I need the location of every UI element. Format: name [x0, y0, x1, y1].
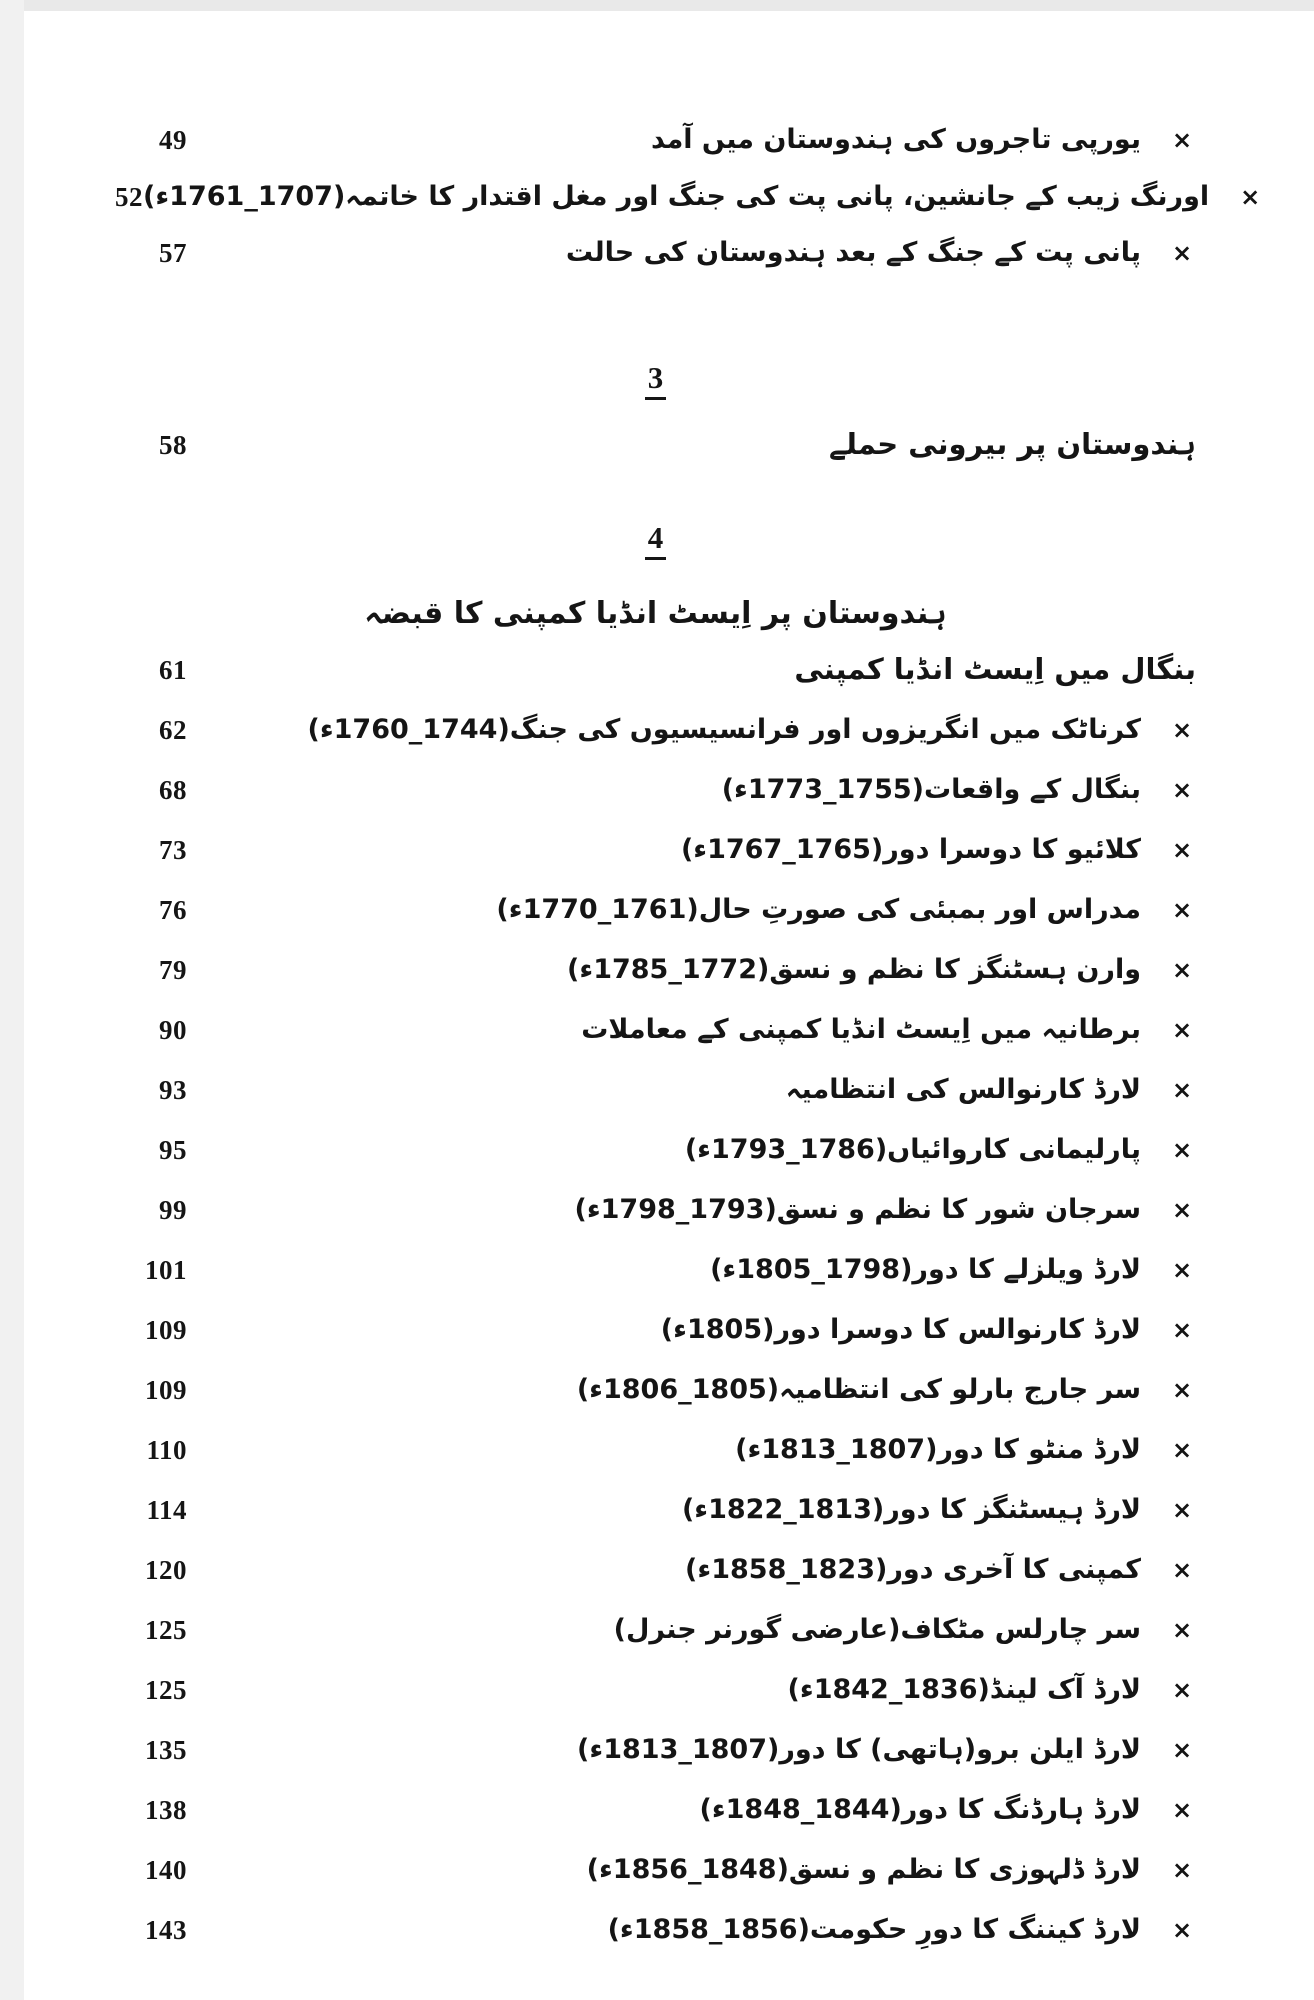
chapter-title: ہندوستان پر بیرونی حملے: [828, 427, 1196, 462]
entry: [699, 1794, 1196, 1825]
page-number: 125: [145, 1614, 187, 1645]
entry-title: لارڈ کارنوالس کا دوسرا دور(1805ء): [660, 1314, 1141, 1346]
cross-bullet-icon: ×: [1171, 1255, 1193, 1284]
toc-row: [115, 417, 1196, 473]
cross-bullet-icon: ×: [1171, 1075, 1193, 1104]
page-number: 125: [145, 1674, 187, 1705]
toc-row: [115, 1422, 1196, 1478]
page-number: 120: [145, 1554, 187, 1585]
entry: [685, 1554, 1196, 1585]
entry: [651, 124, 1196, 155]
entry: [786, 1074, 1196, 1105]
section-3-header: [115, 355, 1196, 405]
toc-row: [115, 225, 1196, 281]
toc-row: [115, 1662, 1196, 1718]
toc-row: [115, 1182, 1196, 1238]
entry-title: مدراس اور بمبئی کی صورتِ حال(1761_1770ء): [496, 894, 1141, 926]
page-number: 109: [145, 1314, 187, 1345]
cross-bullet-icon: ×: [1240, 182, 1261, 211]
cross-bullet-icon: ×: [1171, 125, 1193, 154]
entry-title: لارڈ آک لینڈ(1836_1842ء): [787, 1674, 1141, 1706]
cross-bullet-icon: ×: [1171, 1315, 1193, 1344]
entry: [496, 894, 1196, 925]
toc-row: [115, 1902, 1196, 1958]
entry: [307, 714, 1196, 745]
entry: [614, 1614, 1196, 1645]
toc-row: [115, 112, 1196, 168]
entry-title: لارڈ ویلزلے کا دور(1798_1805ء): [710, 1254, 1141, 1286]
entry: [577, 1734, 1196, 1765]
toc-row: [115, 1722, 1196, 1778]
scan-edge-left: [0, 0, 24, 2000]
page-number: 49: [159, 124, 187, 155]
cross-bullet-icon: ×: [1171, 1675, 1193, 1704]
toc-row: [115, 882, 1196, 938]
page-number: 138: [145, 1794, 187, 1825]
entry-title: کرناٹک میں انگریزوں اور فرانسیسیوں کی جنگ(1744_1760ء): [307, 714, 1141, 746]
toc-row: [115, 1002, 1196, 1058]
toc-row: [115, 1842, 1196, 1898]
entry: [608, 1914, 1196, 1945]
page-number: 61: [159, 654, 187, 685]
entry: [574, 1194, 1196, 1225]
cross-bullet-icon: ×: [1171, 835, 1193, 864]
entry-title: سر چارلس مٹکاف(عارضی گورنر جنرل): [613, 1614, 1141, 1646]
page-number: 79: [159, 954, 187, 985]
section-4-heading-row: [115, 585, 1196, 641]
entry-title: لارڈ ہارڈنگ کا دور(1844_1848ء): [699, 1794, 1141, 1826]
toc-row: [115, 169, 1261, 225]
entry-title: کلائیو کا دوسرا دور(1765_1767ء): [680, 834, 1141, 866]
cross-bullet-icon: ×: [1171, 955, 1193, 984]
toc-row: [115, 1482, 1196, 1538]
entry: [710, 1254, 1196, 1285]
entry: [722, 774, 1196, 805]
entry: [829, 428, 1196, 461]
entry: [685, 1134, 1196, 1165]
cross-bullet-icon: ×: [1171, 1615, 1193, 1644]
cross-bullet-icon: ×: [1171, 1435, 1193, 1464]
page-number: 101: [145, 1254, 187, 1285]
section-number: 4: [645, 520, 667, 560]
toc-row: [115, 1602, 1196, 1658]
entry: [735, 1434, 1196, 1465]
cross-bullet-icon: ×: [1171, 1375, 1193, 1404]
entry-title: سرجان شور کا نظم و نسق(1793_1798ء): [574, 1194, 1141, 1226]
entry: [661, 1314, 1196, 1345]
toc-row: [115, 1242, 1196, 1298]
page-number: 52: [115, 181, 143, 212]
toc-row: [115, 642, 1196, 698]
toc-row: [115, 1302, 1196, 1358]
page-number: 73: [159, 834, 187, 865]
cross-bullet-icon: ×: [1171, 1495, 1193, 1524]
toc-row: [115, 822, 1196, 878]
cross-bullet-icon: ×: [1171, 895, 1193, 924]
page-number: 93: [159, 1074, 187, 1105]
entry: [143, 181, 1264, 212]
toc-row: [115, 1542, 1196, 1598]
page-number: 140: [145, 1854, 187, 1885]
cross-bullet-icon: ×: [1171, 1135, 1193, 1164]
toc-row: [115, 942, 1196, 998]
entry-title: لارڈ منٹو کا دور(1807_1813ء): [735, 1434, 1141, 1466]
cross-bullet-icon: ×: [1171, 1855, 1193, 1884]
entry: [682, 1494, 1196, 1525]
page-number: 68: [159, 774, 187, 805]
entry-title: لارڈ کیننگ کا دورِ حکومت(1856_1858ء): [607, 1914, 1141, 1946]
cross-bullet-icon: ×: [1171, 1015, 1193, 1044]
entry-title: پانی پت کے جنگ کے بعد ہندوستان کی حالت: [565, 237, 1141, 269]
page-number: 58: [159, 429, 187, 460]
page-number: 110: [146, 1434, 187, 1465]
section-number: 3: [645, 360, 667, 400]
entry: [587, 1854, 1196, 1885]
page-number: 135: [145, 1734, 187, 1765]
page-number: 143: [145, 1914, 187, 1945]
entry: [581, 1014, 1196, 1045]
cross-bullet-icon: ×: [1171, 1195, 1193, 1224]
page-number: 57: [159, 237, 187, 268]
entry-title: پارلیمانی کاروائیاں(1786_1793ء): [684, 1134, 1141, 1166]
entry: [681, 834, 1196, 865]
section-heading: ہندوستان پر اِیسٹ انڈیا کمپنی کا قبضہ: [364, 595, 947, 631]
toc-row: [115, 1782, 1196, 1838]
page-number: 99: [159, 1194, 187, 1225]
entry-title: وارن ہسٹنگز کا نظم و نسق(1772_1785ء): [567, 954, 1141, 986]
entry: [577, 1374, 1196, 1405]
page-number: 114: [146, 1494, 187, 1525]
entry-title: لارڈ ہیسٹنگز کا دور(1813_1822ء): [681, 1494, 1141, 1526]
cross-bullet-icon: ×: [1171, 238, 1193, 267]
entry-title: بنگال کے واقعات(1755_1773ء): [721, 774, 1141, 806]
cross-bullet-icon: ×: [1171, 715, 1193, 744]
entry: [794, 653, 1196, 686]
entry: [566, 237, 1196, 268]
entry: [788, 1674, 1196, 1705]
entry-title: لارڈ ایلن برو(ہاتھی) کا دور(1807_1813ء): [577, 1734, 1141, 1766]
entry-title: بنگال میں اِیسٹ انڈیا کمپنی: [794, 652, 1196, 687]
toc-row: [115, 1362, 1196, 1418]
entry-title: سر جارج بارلو کی انتظامیہ(1805_1806ء): [576, 1374, 1141, 1406]
entry: [567, 954, 1196, 985]
page-number: 76: [159, 894, 187, 925]
cross-bullet-icon: ×: [1171, 1735, 1193, 1764]
cross-bullet-icon: ×: [1171, 1915, 1193, 1944]
entry-title: یورپی تاجروں کی ہندوستان میں آمد: [650, 124, 1141, 156]
entry-title: لارڈ کارنوالس کی انتظامیہ: [785, 1074, 1141, 1106]
cross-bullet-icon: ×: [1171, 1795, 1193, 1824]
scan-edge-top: [0, 0, 1314, 11]
entry-title: لارڈ ڈلہوزی کا نظم و نسق(1848_1856ء): [586, 1854, 1141, 1886]
section-4-header: [115, 515, 1196, 565]
page-number: 90: [159, 1014, 187, 1045]
toc-row: [115, 1122, 1196, 1178]
page-number: 62: [159, 714, 187, 745]
page-number: 95: [159, 1134, 187, 1165]
entry-title: برطانیہ میں اِیسٹ انڈیا کمپنی کے معاملات: [581, 1014, 1141, 1046]
toc-row: [115, 762, 1196, 818]
toc-row: [115, 1062, 1196, 1118]
cross-bullet-icon: ×: [1171, 775, 1193, 804]
entry-title: کمپنی کا آخری دور(1823_1858ء): [685, 1554, 1141, 1586]
entry-title: اورنگ زیب کے جانشین، پانی پت کی جنگ اور مغل اقتدار کا خاتمہ(1707_1761ء): [143, 181, 1210, 213]
toc-row: [115, 702, 1196, 758]
page-number: 109: [145, 1374, 187, 1405]
cross-bullet-icon: ×: [1171, 1555, 1193, 1584]
